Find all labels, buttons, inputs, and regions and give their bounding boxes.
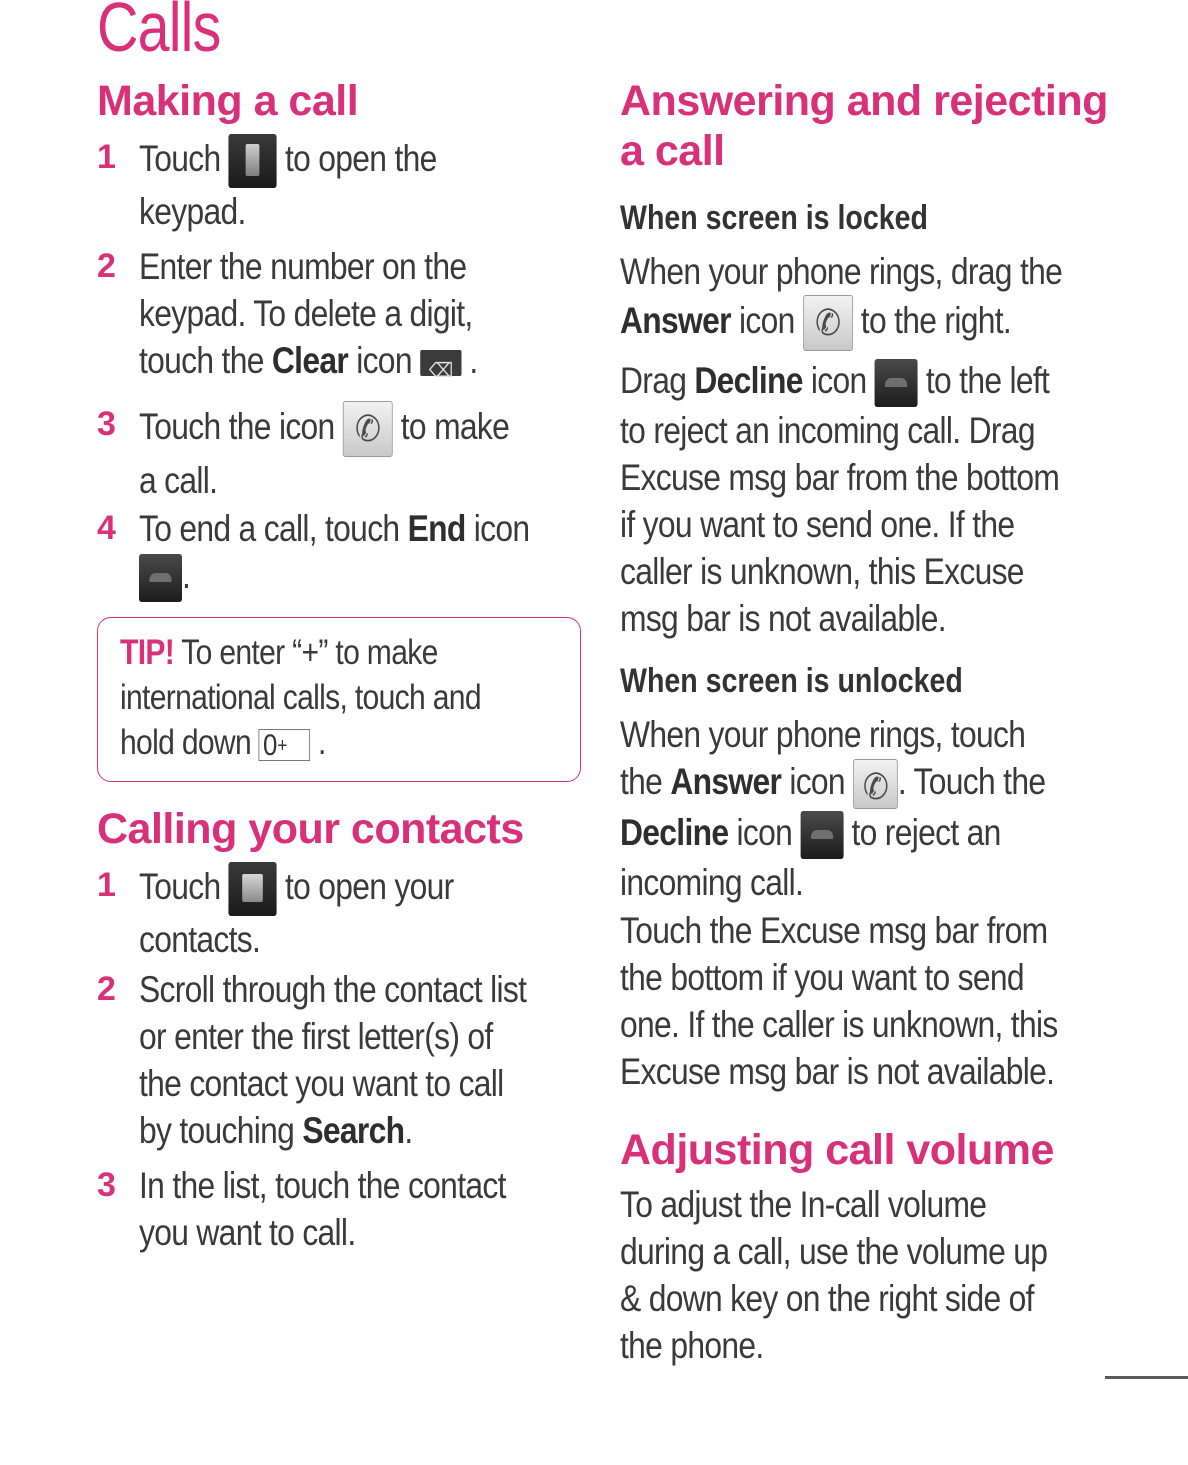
tip-text: hold down [120,723,252,762]
end-call-icon [139,554,182,602]
step-text: to make [400,405,510,447]
para-text: msg bar is not available. [620,598,946,640]
para-text: To adjust the In-call volume [620,1184,987,1225]
para-text: . Touch the [897,761,1046,802]
step-text: to open the [284,137,437,179]
tip-text: international calls, touch and [120,678,481,717]
para-text: When your phone rings, touch [620,714,1026,755]
para-text: Excuse msg bar is not available. [620,1051,1055,1092]
page-title: Calls [97,0,221,66]
step-number: 3 [97,1166,116,1204]
step-text: to open your [284,865,454,907]
answer-icon [853,759,898,809]
step-bold-text: End [407,508,466,549]
list-item [97,1162,587,1256]
paragraph [620,907,1140,1095]
bold-text: Answer [620,299,731,341]
tip-label: TIP! [120,633,175,672]
subheading-locked: When screen is locked [620,199,928,237]
para-text: the [620,761,663,802]
step-text: Scroll through the contact list [139,969,527,1010]
decline-icon [875,359,918,407]
bold-text: Decline [620,812,729,854]
list-item [97,966,587,1154]
decline-icon [800,811,843,859]
step-text: a call. [139,460,218,501]
step-text: In the list, touch the contact [139,1165,506,1206]
step-number: 1 [97,866,116,904]
para-text: icon [736,812,793,854]
para-text: Drag [620,360,687,401]
para-text: if you want to send one. If the [620,504,1015,546]
list-item [97,243,587,393]
step-text: by touching [139,1110,295,1151]
step-text: contacts. [139,919,261,960]
step-text: . [182,555,191,596]
step-number: 2 [97,247,116,285]
section-heading-volume: Adjusting call volume [620,1126,1054,1174]
paragraph [620,1181,1140,1369]
paragraph [620,357,1140,639]
para-text: to the right. [860,299,1012,341]
list-item [97,134,587,235]
key-label: 0 [263,728,278,762]
step-text: the contact you want to call [139,1063,504,1104]
step-text: you want to call. [139,1212,356,1253]
step-text: icon [356,340,412,381]
para-text: caller is unknown, this Excuse [620,551,1024,593]
para-text: When your phone rings, drag the [620,251,1063,292]
clear-icon [420,350,461,376]
step-text: icon [473,508,530,549]
section-heading-making-call: Making a call [97,77,359,125]
para-text: to reject an incoming call. Drag [620,410,1035,452]
step-text: . [404,1110,413,1151]
step-number: 3 [97,405,116,443]
step-number: 2 [97,970,116,1008]
para-text: Excuse msg bar from the bottom [620,457,1060,499]
step-bold-text: Clear [271,340,349,381]
step-text: keypad. [139,191,246,232]
para-text: to reject an [851,812,1001,854]
step-text: To end a call, touch [139,508,400,549]
step-text: touch the [139,340,264,381]
heading-text: Answering and rejecting [620,77,1108,125]
step-bold-text: Search [302,1110,405,1151]
para-text: incoming call. [620,862,804,904]
heading-text: a call [620,127,725,175]
contacts-icon [229,862,277,916]
para-text: icon [789,761,845,802]
step-text: or enter the first letter(s) of [139,1016,493,1057]
para-text: icon [810,360,867,401]
step-text: Touch the icon [139,405,335,447]
step-text: keypad. To delete a digit, [139,293,473,334]
para-text: icon [738,299,795,341]
paragraph [620,711,1140,904]
tip-text: . [318,723,326,762]
subheading-unlocked: When screen is unlocked [620,662,963,700]
tip-box [97,617,581,782]
section-heading-calling-contacts: Calling your contacts [97,805,524,853]
list-item [97,862,587,958]
para-text: to the left [925,360,1050,401]
step-text: . [469,340,478,381]
tip-text: To enter “+” to make [181,633,438,672]
step-text: Touch [139,865,221,907]
para-text: one. If the caller is unknown, this [620,1004,1058,1045]
answer-icon [803,295,853,351]
para-text: & down key on the right side of [620,1278,1034,1319]
step-number: 4 [97,509,116,547]
list-item [97,401,587,501]
step-number: 1 [97,138,116,176]
step-text: Enter the number on the [139,246,467,287]
call-icon [343,401,393,457]
paragraph [620,248,1140,351]
right-column [620,76,1140,1369]
section-heading-answering [620,76,1140,176]
para-text: the phone. [620,1325,764,1366]
para-text: Touch the Excuse msg bar from [620,910,1048,951]
keypad-icon [229,134,277,188]
list-item [97,505,587,601]
step-text: Touch [139,137,221,179]
page-corner-rule [1105,1376,1188,1379]
para-text: during a call, use the volume up [620,1231,1048,1272]
para-text: the bottom if you want to send [620,957,1024,998]
left-column [97,76,587,1256]
bold-text: Answer [670,761,782,802]
bold-text: Decline [694,360,803,401]
key-label: + [277,734,288,757]
zero-plus-key-icon [259,729,311,761]
